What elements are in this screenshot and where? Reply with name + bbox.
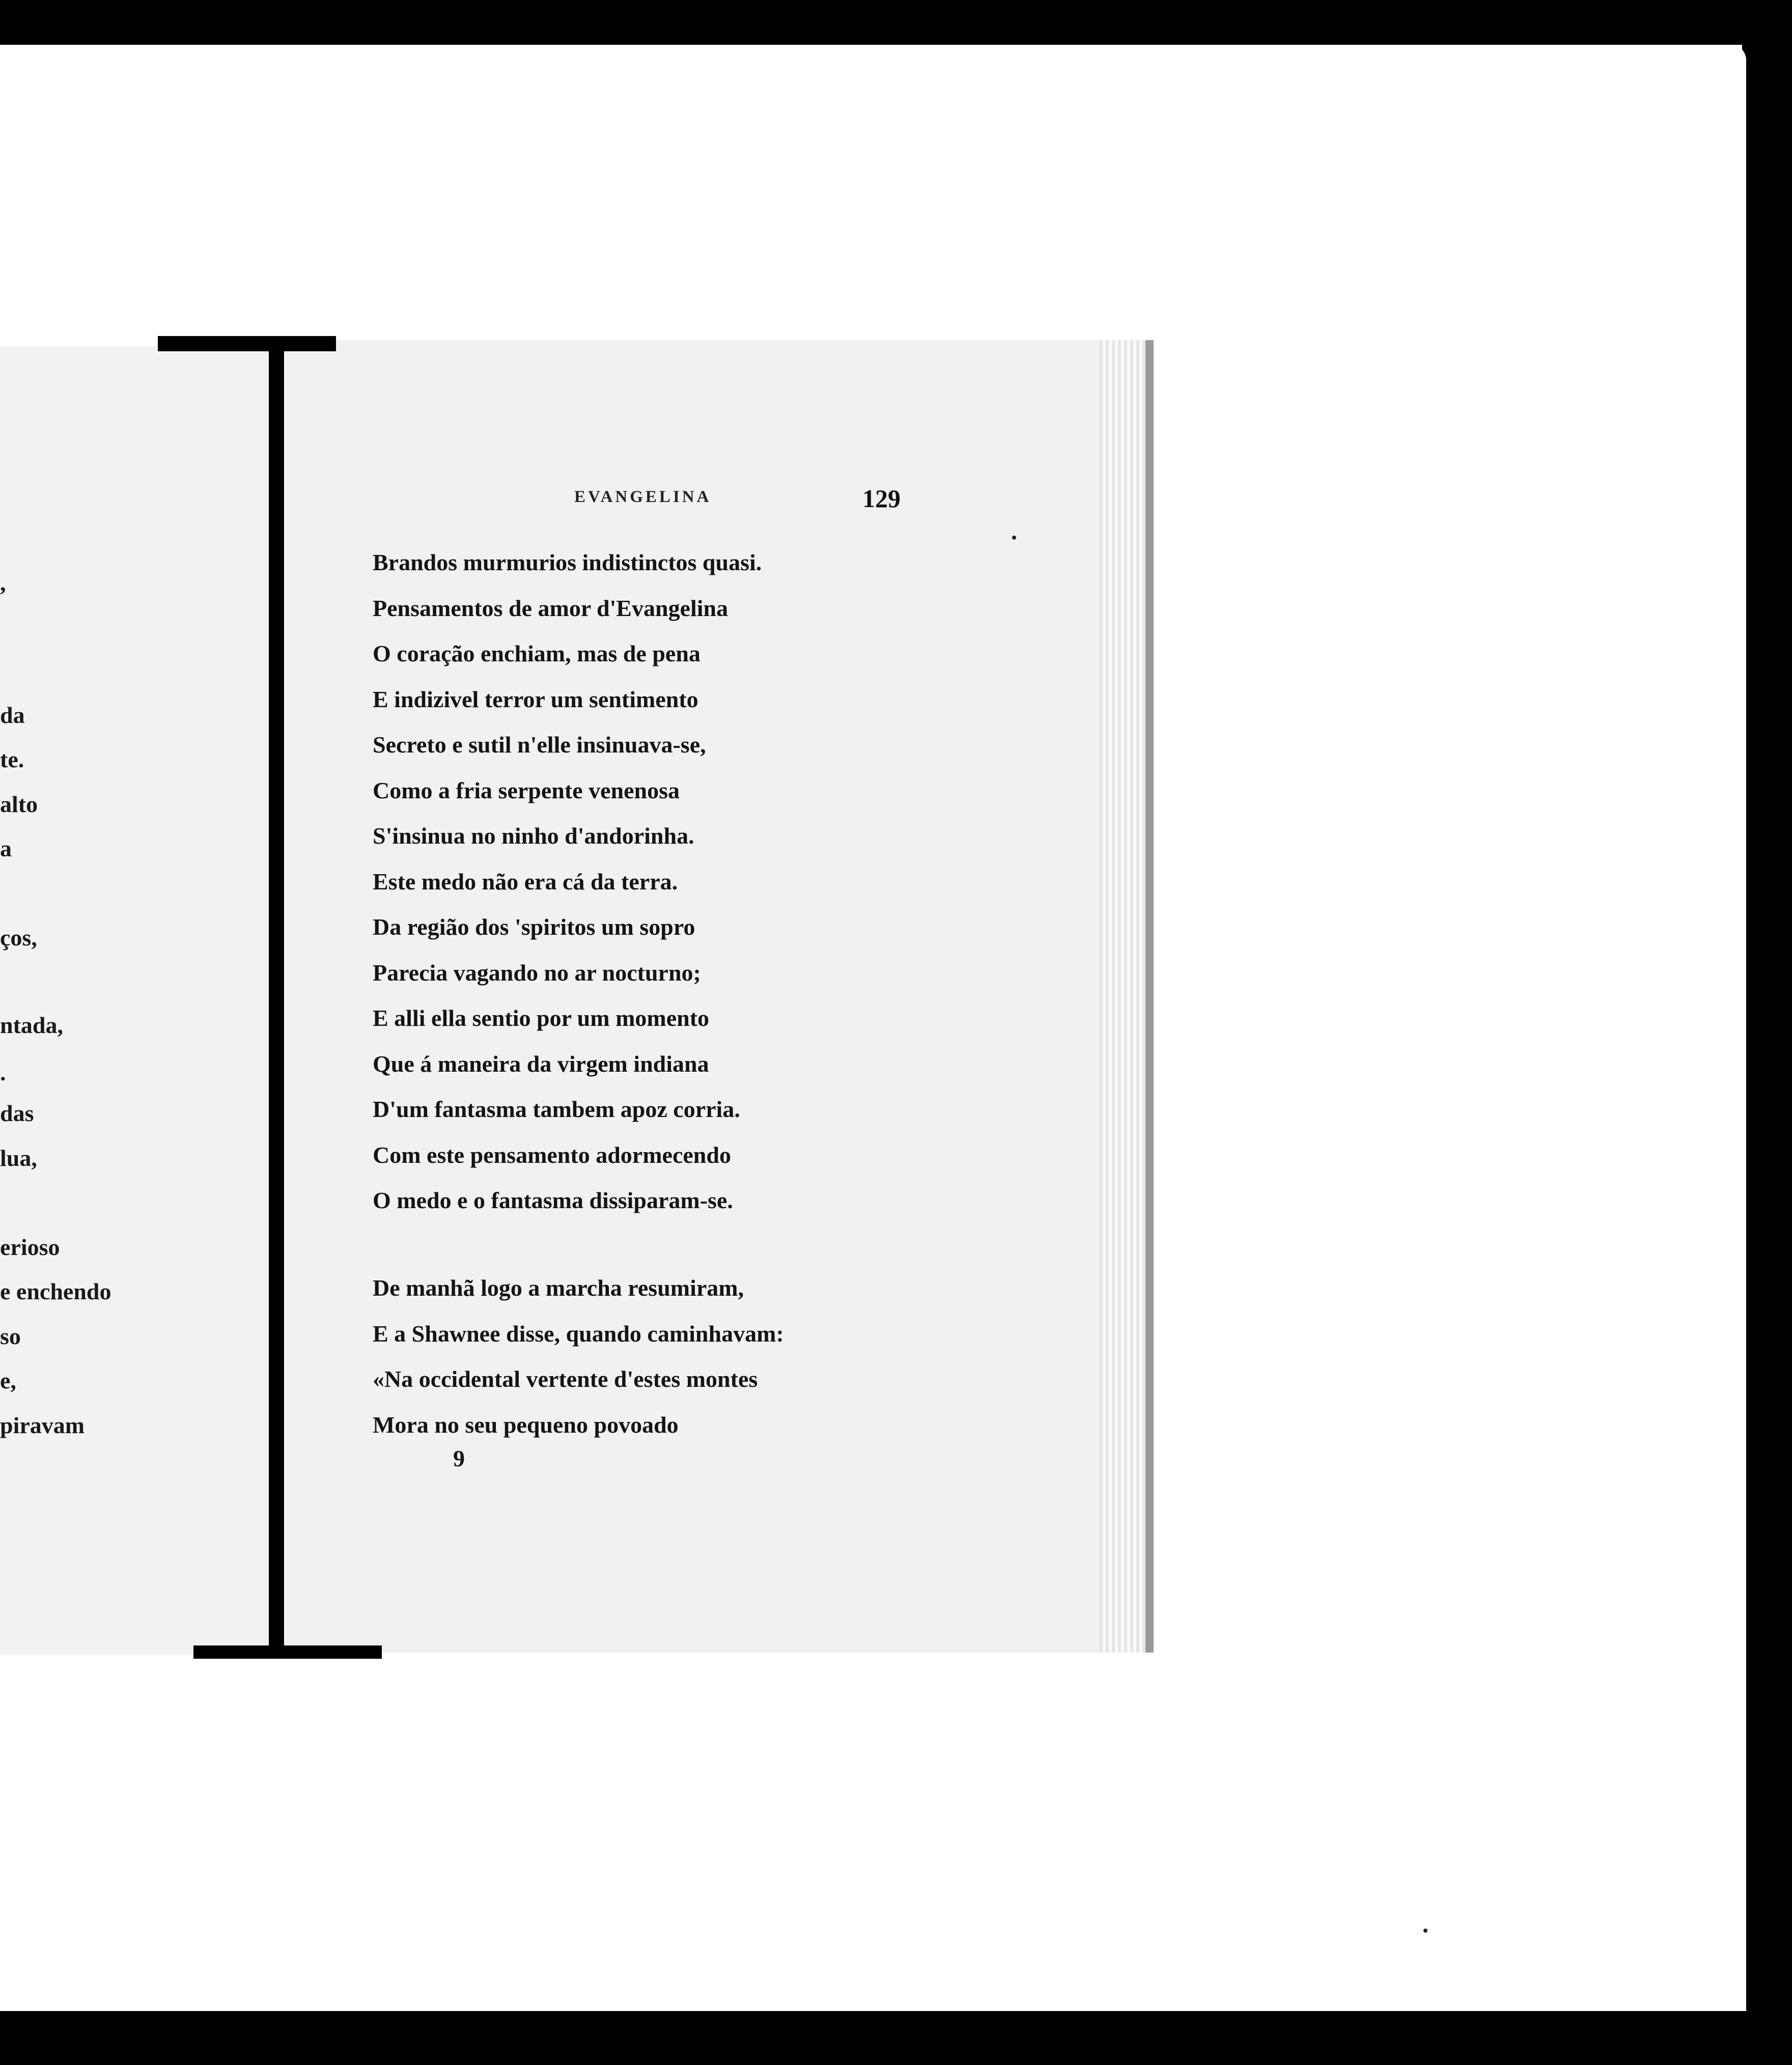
verse-line: O medo e o fantasma dissiparam-se. (373, 1187, 733, 1213)
verse-line: Secreto e sutil n'elle insinuava-se, (373, 732, 706, 758)
verse-line: S'insinua no ninho d'andorinha. (373, 823, 694, 849)
left-line-fragment: e, (0, 1368, 16, 1393)
left-line-fragment: erioso (0, 1234, 60, 1260)
verse-line: Mora no seu pequeno povoado (373, 1411, 679, 1438)
verse-line: O coração enchiam, mas de pena (373, 640, 701, 666)
verse-line: Parecia vagando no ar nocturno; (373, 959, 701, 986)
binding-gutter (269, 341, 284, 1655)
scan-border-right (1742, 0, 1792, 2065)
left-page-fragment (0, 346, 275, 1655)
verse-line: Este medo não era cá da terra. (373, 868, 678, 895)
left-line-fragment: . (0, 1059, 6, 1085)
left-line-fragment: das (0, 1100, 34, 1126)
running-head: EVANGELINA (574, 488, 712, 506)
page-edges-shadow (1145, 340, 1154, 1653)
left-line-fragment: lua, (0, 1145, 37, 1171)
page-number: 129 (862, 484, 901, 513)
binding-top (158, 336, 336, 351)
verse-line: Brandos murmurios indistinctos quasi. (373, 549, 762, 575)
speck (1012, 536, 1016, 540)
left-line-fragment: a (0, 835, 12, 861)
verse-line: D'um fantasma tambem apoz corria. (373, 1096, 740, 1122)
scan-border-right-inner (1726, 45, 1746, 2011)
verse-line: Pensamentos de amor d'Evangelina (373, 595, 729, 621)
verse-line: Como a fria serpente venenosa (373, 777, 680, 803)
scan-border-bottom (0, 2011, 1792, 2065)
left-line-fragment: da (0, 702, 25, 728)
left-line-fragment: alto (0, 791, 38, 817)
left-line-fragment: ntada, (0, 1012, 63, 1038)
page-edges (1100, 340, 1151, 1653)
verse-line: E indizivel terror um sentimento (373, 686, 698, 712)
verse-line: «Na occidental vertente d'estes montes (373, 1366, 758, 1392)
verse-line: E a Shawnee disse, quando caminhavam: (373, 1320, 784, 1347)
left-line-fragment: piravam (0, 1412, 85, 1438)
signature-mark: 9 (453, 1445, 465, 1471)
verse-line: Que á maneira da virgem indiana (373, 1050, 709, 1077)
left-line-fragment: , (0, 570, 6, 596)
left-line-fragment: te. (0, 746, 24, 772)
scan-border-top (0, 0, 1792, 45)
speck (1423, 1929, 1427, 1933)
right-page (285, 340, 1100, 1653)
left-line-fragment: e enchendo (0, 1278, 111, 1304)
verse-line: Da região dos 'spiritos um sopro (373, 914, 695, 940)
verse-line: De manhã logo a marcha resumiram, (373, 1275, 744, 1301)
left-line-fragment: so (0, 1323, 21, 1349)
binding-bottom (193, 1645, 382, 1659)
verse-line: Com este pensamento adormecendo (373, 1141, 731, 1168)
left-line-fragment: ços, (0, 925, 37, 951)
verse-line: E alli ella sentio por um momento (373, 1005, 710, 1031)
